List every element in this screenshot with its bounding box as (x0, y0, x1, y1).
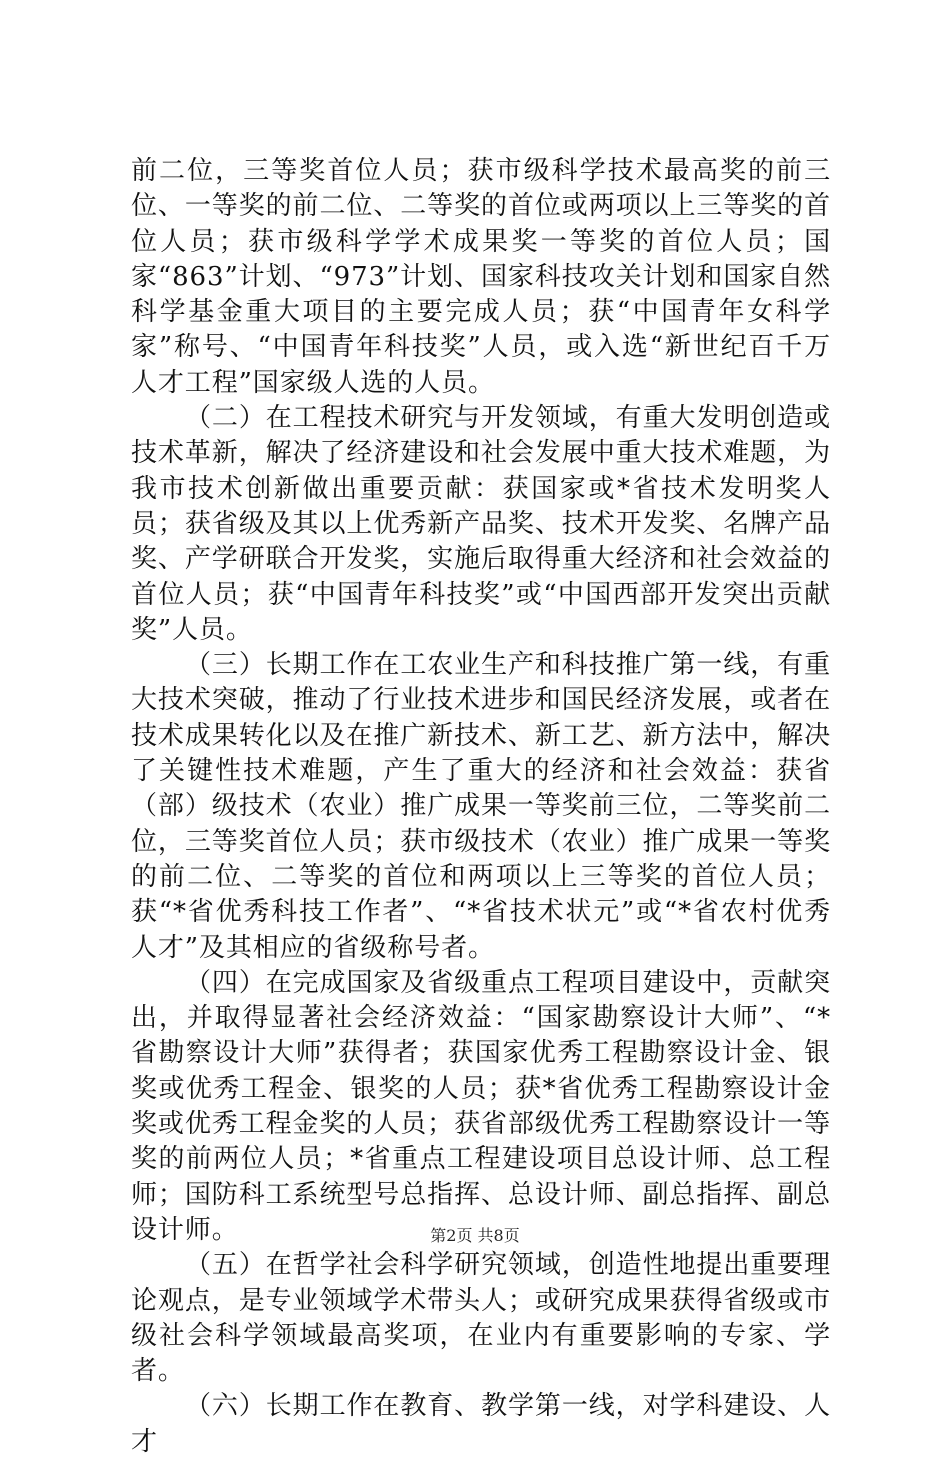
document-body (131, 154, 831, 1460)
paragraph-section-2: （二）在工程技术研究与开发领域，有重大发明创造或技术革新，解决了经济建设和社会发展中重大技术难题，为我市技术创新做出重要贡献：获国家或*省技术发明奖人员；获省级及其以上优秀新产品奖、技术开发奖、名牌产品奖、产学研联合开发奖，实施后取得重大经济和社会效益的首位人员；获“中国青年科技奖”或“中国西部开发突出贡献奖”人员。 (131, 403, 831, 645)
paragraph-section-3: （三）长期工作在工农业生产和科技推广第一线，有重大技术突破，推动了行业技术进步和国民经济发展，或者在技术成果转化以及在推广新技术、新工艺、新方法中，解决了关键性技术难题，产生了重大的经济和社会效益：获省（部）级技术（农业）推广成果一等奖前三位，二等奖前二位，三等奖首位人员；获市级技术（农业）推广成果一等奖的前二位、二等奖的首位和两项以上三等奖的首位人员；获“*省优秀科技工作者”、“*省技术状元”或“*省农村优秀人才”及其相应的省级称号者。 (131, 650, 831, 963)
paragraph-section-4: （四）在完成国家及省级重点工程项目建设中，贡献突出，并取得显著社会经济效益：“国家勘察设计大师”、“*省勘察设计大师”获得者；获国家优秀工程勘察设计金、银奖或优秀工程金、银奖的人员；获*省优秀工程勘察设计金奖或优秀工程金奖的人员；获省部级优秀工程勘察设计一等奖的前两位人员；*省重点工程建设项目总设计师、总工程师；国防科工系统型号总指挥、总设计师、副总指挥、副总设计师。 (131, 967, 831, 1245)
paragraph-continuation: 前二位，三等奖首位人员；获市级科学技术最高奖的前三位、一等奖的前二位、二等奖的首位或两项以上三等奖的首位人员；获市级科学学术成果奖一等奖的首位人员；国家“863”计划、“973”计划、国家科技攻关计划和国家自然科学基金重大项目的主要完成人员；获“中国青年女科学家”称号、“中国青年科技奖”人员，或入选“新世纪百千万人才工程”国家级人选的人员。 (131, 156, 831, 398)
paragraph-section-6: （六）长期工作在教育、教学第一线，对学科建设、人才 (131, 1391, 831, 1457)
page-footer (0, 1226, 950, 1246)
page-number-label: 第2页 共8页 (430, 1226, 520, 1245)
paragraph-section-5: （五）在哲学社会科学研究领域，创造性地提出重要理论观点，是专业领域学术带头人；或研究成果获得省级或市级社会科学领域最高奖项，在业内有重要影响的专家、学者。 (131, 1250, 831, 1387)
